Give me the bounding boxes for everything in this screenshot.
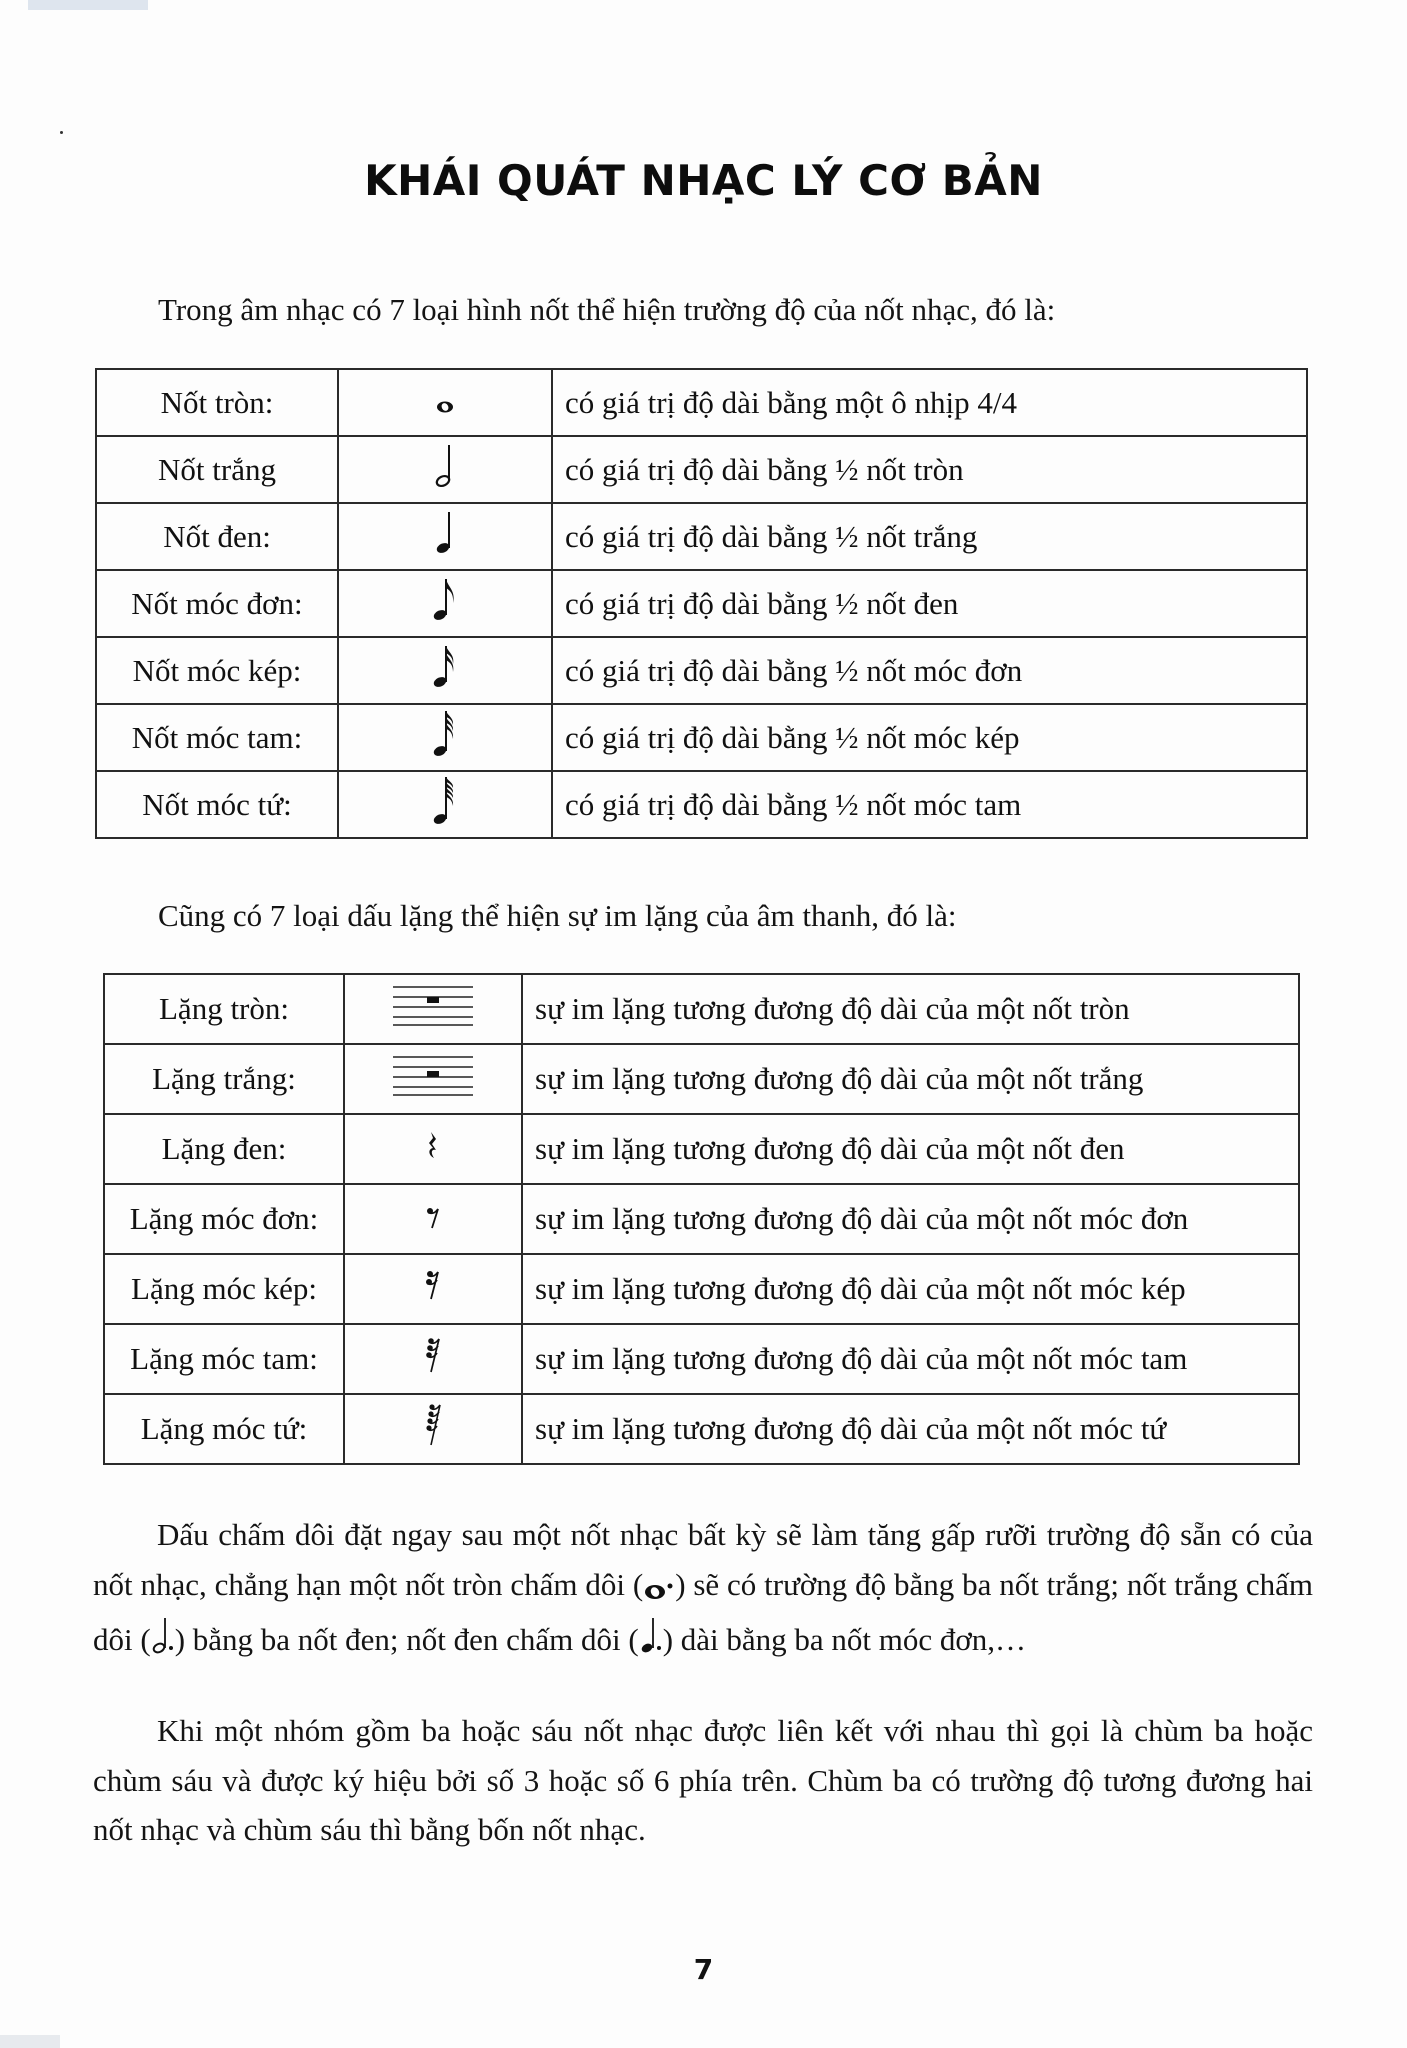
note-name: Nốt móc tam: [96,704,338,771]
table-row [104,1114,1299,1184]
note-description: có giá trị độ dài bằng ½ nốt móc đơn [552,637,1307,704]
sixty-fourth-note-icon [432,775,458,835]
dotted-half-note-icon [151,1616,175,1671]
eighth-rest-icon [426,1202,440,1238]
dotted-whole-note-icon [643,1566,675,1616]
table-row [104,1324,1299,1394]
rest-description: sự im lặng tương đương độ dài của một nốt tròn [522,974,1299,1044]
rest-name: Lặng móc tam: [104,1324,344,1394]
note-name: Nốt móc kép: [96,637,338,704]
eighth-note-icon [432,577,458,631]
whole-rest-icon [391,983,475,1035]
thirty-second-note-icon [432,709,458,767]
note-name: Nốt đen: [96,503,338,570]
rest-name: Lặng móc tứ: [104,1394,344,1464]
sixteenth-note-icon [432,644,458,698]
note-name: Nốt móc đơn: [96,570,338,637]
quarter-note-icon [434,510,456,564]
page-title: KHÁI QUÁT NHẠC LÝ CƠ BẢN [364,156,1043,206]
table-row [104,974,1299,1044]
rest-name: Lặng móc đơn: [104,1184,344,1254]
rest-description: sự im lặng tương đương độ dài của một nốt đen [522,1114,1299,1184]
note-description: có giá trị độ dài bằng một ô nhịp 4/4 [552,369,1307,436]
note-name: Nốt móc tứ: [96,771,338,838]
table-row [96,637,1307,704]
table-row [96,704,1307,771]
whole-note-icon [435,386,455,422]
note-values-table [95,368,1308,839]
note-name: Nốt trắng [96,436,338,503]
rest-description: sự im lặng tương đương độ dài của một nốt trắng [522,1044,1299,1114]
table-row [96,503,1307,570]
scan-edge-tint [28,0,148,10]
half-note-icon [434,443,456,497]
table-row [96,436,1307,503]
rest-name: Lặng móc kép: [104,1254,344,1324]
sixteenth-rest-icon [425,1269,441,1309]
note-name: Nốt tròn: [96,369,338,436]
table-row [104,1184,1299,1254]
note-description: có giá trị độ dài bằng ½ nốt móc tam [552,771,1307,838]
table-row [104,1254,1299,1324]
rests-intro: Cũng có 7 loại dấu lặng thể hiện sự im lặng của âm thanh, đó là: [158,898,957,933]
scan-speck [60,131,63,134]
paragraph-text: Dấu chấm dôi đặt ngay sau một nốt nhạc bất kỳ sẽ làm tăng gấp rưỡi trường độ sẵn có của nốt nhạc, chẳng hạn một nốt tròn chấm dôi ( [93,1517,1313,1602]
note-description: có giá trị độ dài bằng ½ nốt đen [552,570,1307,637]
note-description: có giá trị độ dài bằng ½ nốt tròn [552,436,1307,503]
paragraph-text: ) sẽ có trường độ bằng ba nốt trắng; nốt trắng chấm dôi ( [93,1566,1313,1657]
rest-description: sự im lặng tương đương độ dài của một nốt móc tam [522,1324,1299,1394]
dotted-quarter-note-icon [639,1616,663,1671]
thirty-second-rest-icon [425,1336,441,1382]
table-row [96,570,1307,637]
paragraph-text: ) dài bằng ba nốt móc đơn,… [662,1622,1027,1657]
paragraph-text: ) bằng ba nốt đen; nốt đen chấm dôi ( [174,1622,639,1657]
note-description: có giá trị độ dài bằng ½ nốt trắng [552,503,1307,570]
rest-name: Lặng trắng: [104,1044,344,1114]
table-row [96,369,1307,436]
notes-intro: Trong âm nhạc có 7 loại hình nốt thể hiện trường độ của nốt nhạc, đó là: [158,292,1056,327]
sixty-fourth-rest-icon [425,1403,441,1455]
rest-name: Lặng đen: [104,1114,344,1184]
page-number: 7 [693,1953,714,1986]
quarter-rest-icon [426,1131,440,1169]
table-row [96,771,1307,838]
half-rest-icon [391,1053,475,1105]
scan-edge-tint-bottom [0,2035,60,2048]
rest-description: sự im lặng tương đương độ dài của một nốt móc đơn [522,1184,1299,1254]
rest-description: sự im lặng tương đương độ dài của một nốt móc kép [522,1254,1299,1324]
note-description: có giá trị độ dài bằng ½ nốt móc kép [552,704,1307,771]
rest-description: sự im lặng tương đương độ dài của một nốt móc tứ [522,1394,1299,1464]
table-row [104,1044,1299,1114]
rest-name: Lặng tròn: [104,974,344,1044]
dotted-note-paragraph [93,1510,1313,1671]
rest-values-table [103,973,1300,1465]
tuplet-paragraph [93,1706,1313,1855]
paragraph-text: Khi một nhóm gồm ba hoặc sáu nốt nhạc được liên kết với nhau thì gọi là chùm ba hoặc chùm sáu và được ký hiệu bởi số 3 hoặc số 6 phía trên. Chùm ba có trường độ tương đương hai nốt nhạc và chùm sáu thì bằng bốn nốt nhạc. [93,1713,1313,1847]
table-row [104,1394,1299,1464]
